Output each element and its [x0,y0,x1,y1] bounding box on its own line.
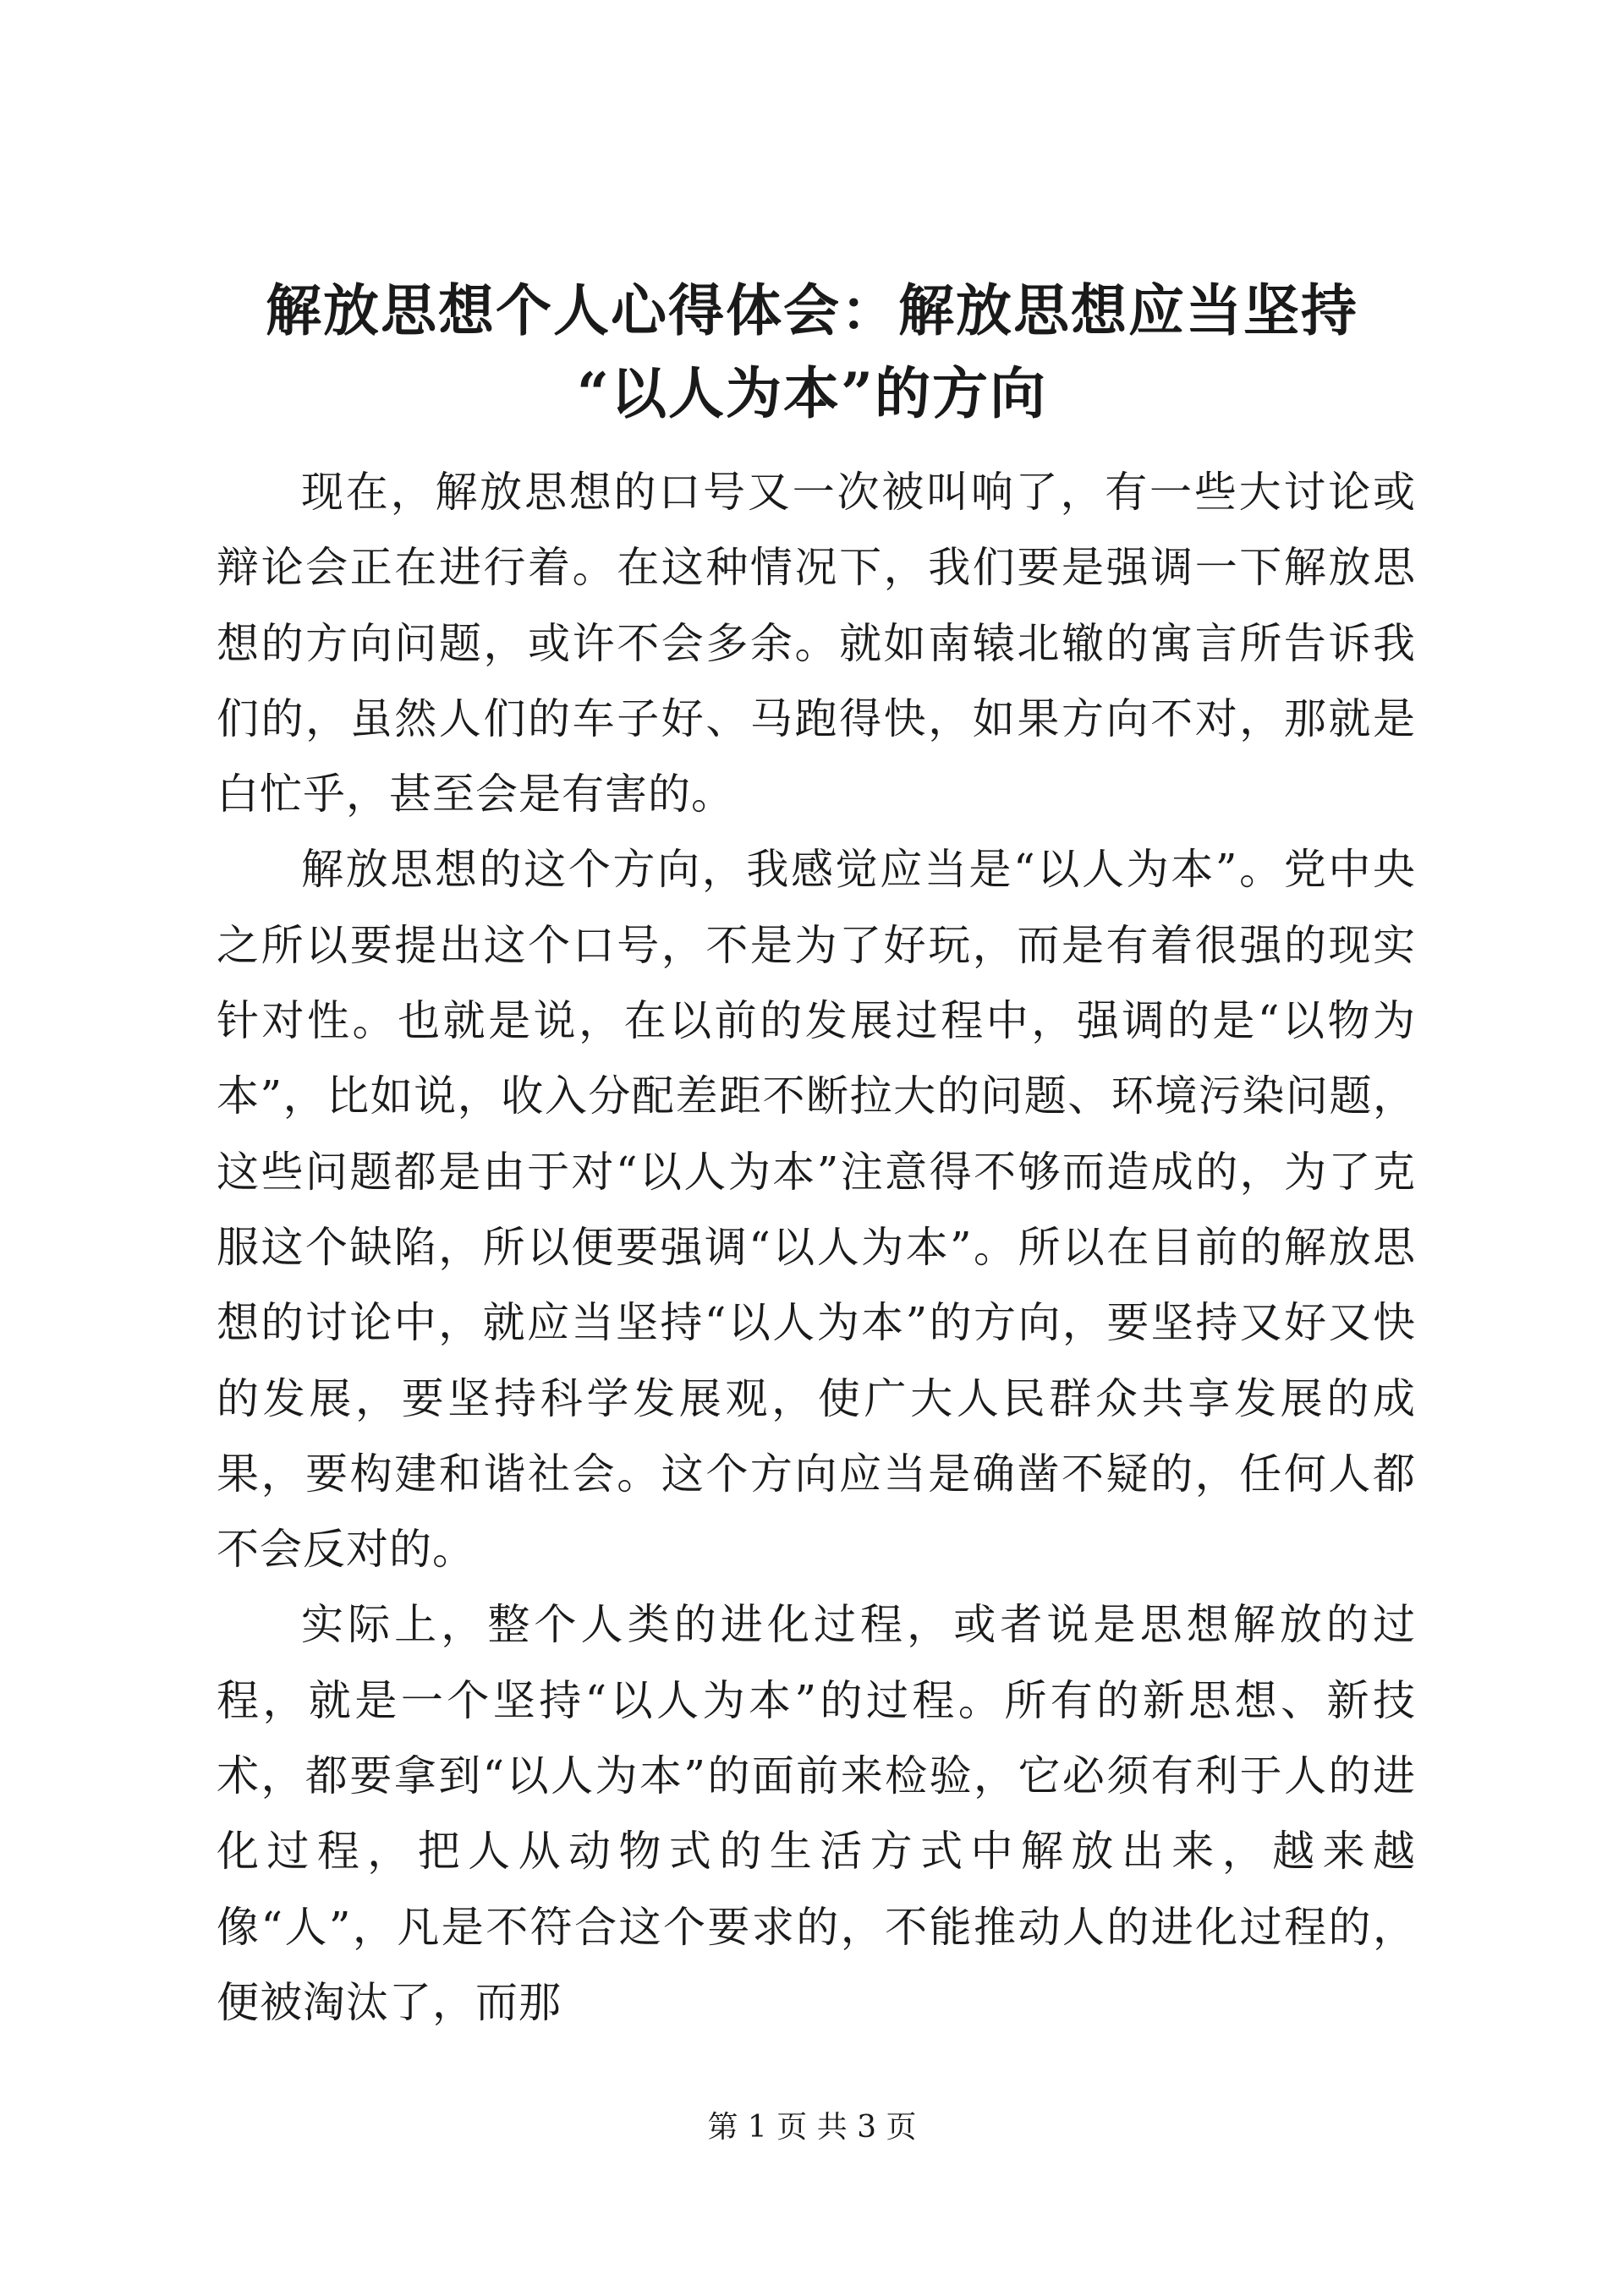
page-number-footer: 第 1 页 共 3 页 [707,2110,917,2145]
paragraph-2: 解放思想的这个方向，我感觉应当是“以人为本”。党中央之所以要提出这个口号，不是为了好玩，而是有着很强的现实针对性。也就是说，在以前的发展过程中，强调的是“以物为本”，比如说，收入分配差距不断拉大的问题、环境污染问题，这些问题都是由于对“以人为本”注意得不够而造成的，为了克服这个缺陷，所以便要强调“以人为本”。所以在目前的解放思想的讨论中，就应当坚持“以人为本”的方向，要坚持又好又快的发展，要坚持科学发展观，使广大人民群众共享发展的成果，要构建和谐社会。这个方向应当是确凿不疑的，任何人都不会反对的。 [217,845,1416,1575]
paragraph-1: 现在，解放思想的口号又一次被叫响了，有一些大讨论或辩论会正在进行着。在这种情况下，我们要是强调一下解放思想的方向问题，或许不会多余。就如南辕北辙的寓言所告诉我们的，虽然人们的车子好、马跑得快，如果方向不对，那就是白忙乎，甚至会是有害的。 [217,468,1416,819]
document-title [195,269,1429,435]
title-line-2: “以人为本”的方向 [577,360,1047,426]
title-line-1: 解放思想个人心得体会：解放思想应当坚持 [266,277,1358,343]
paragraph-3: 实际上，整个人类的进化过程，或者说是思想解放的过程，就是一个坚持“以人为本”的过程。所有的新思想、新技术，都要拿到“以人为本”的面前来检验，它必须有利于人的进化过程，把人从动物式的生活方式中解放出来，越来越像“人”，凡是不符合这个要求的，不能推动人的进化过程的，便被淘汰了，而那 [217,1600,1416,2027]
document-body [217,455,1416,2041]
